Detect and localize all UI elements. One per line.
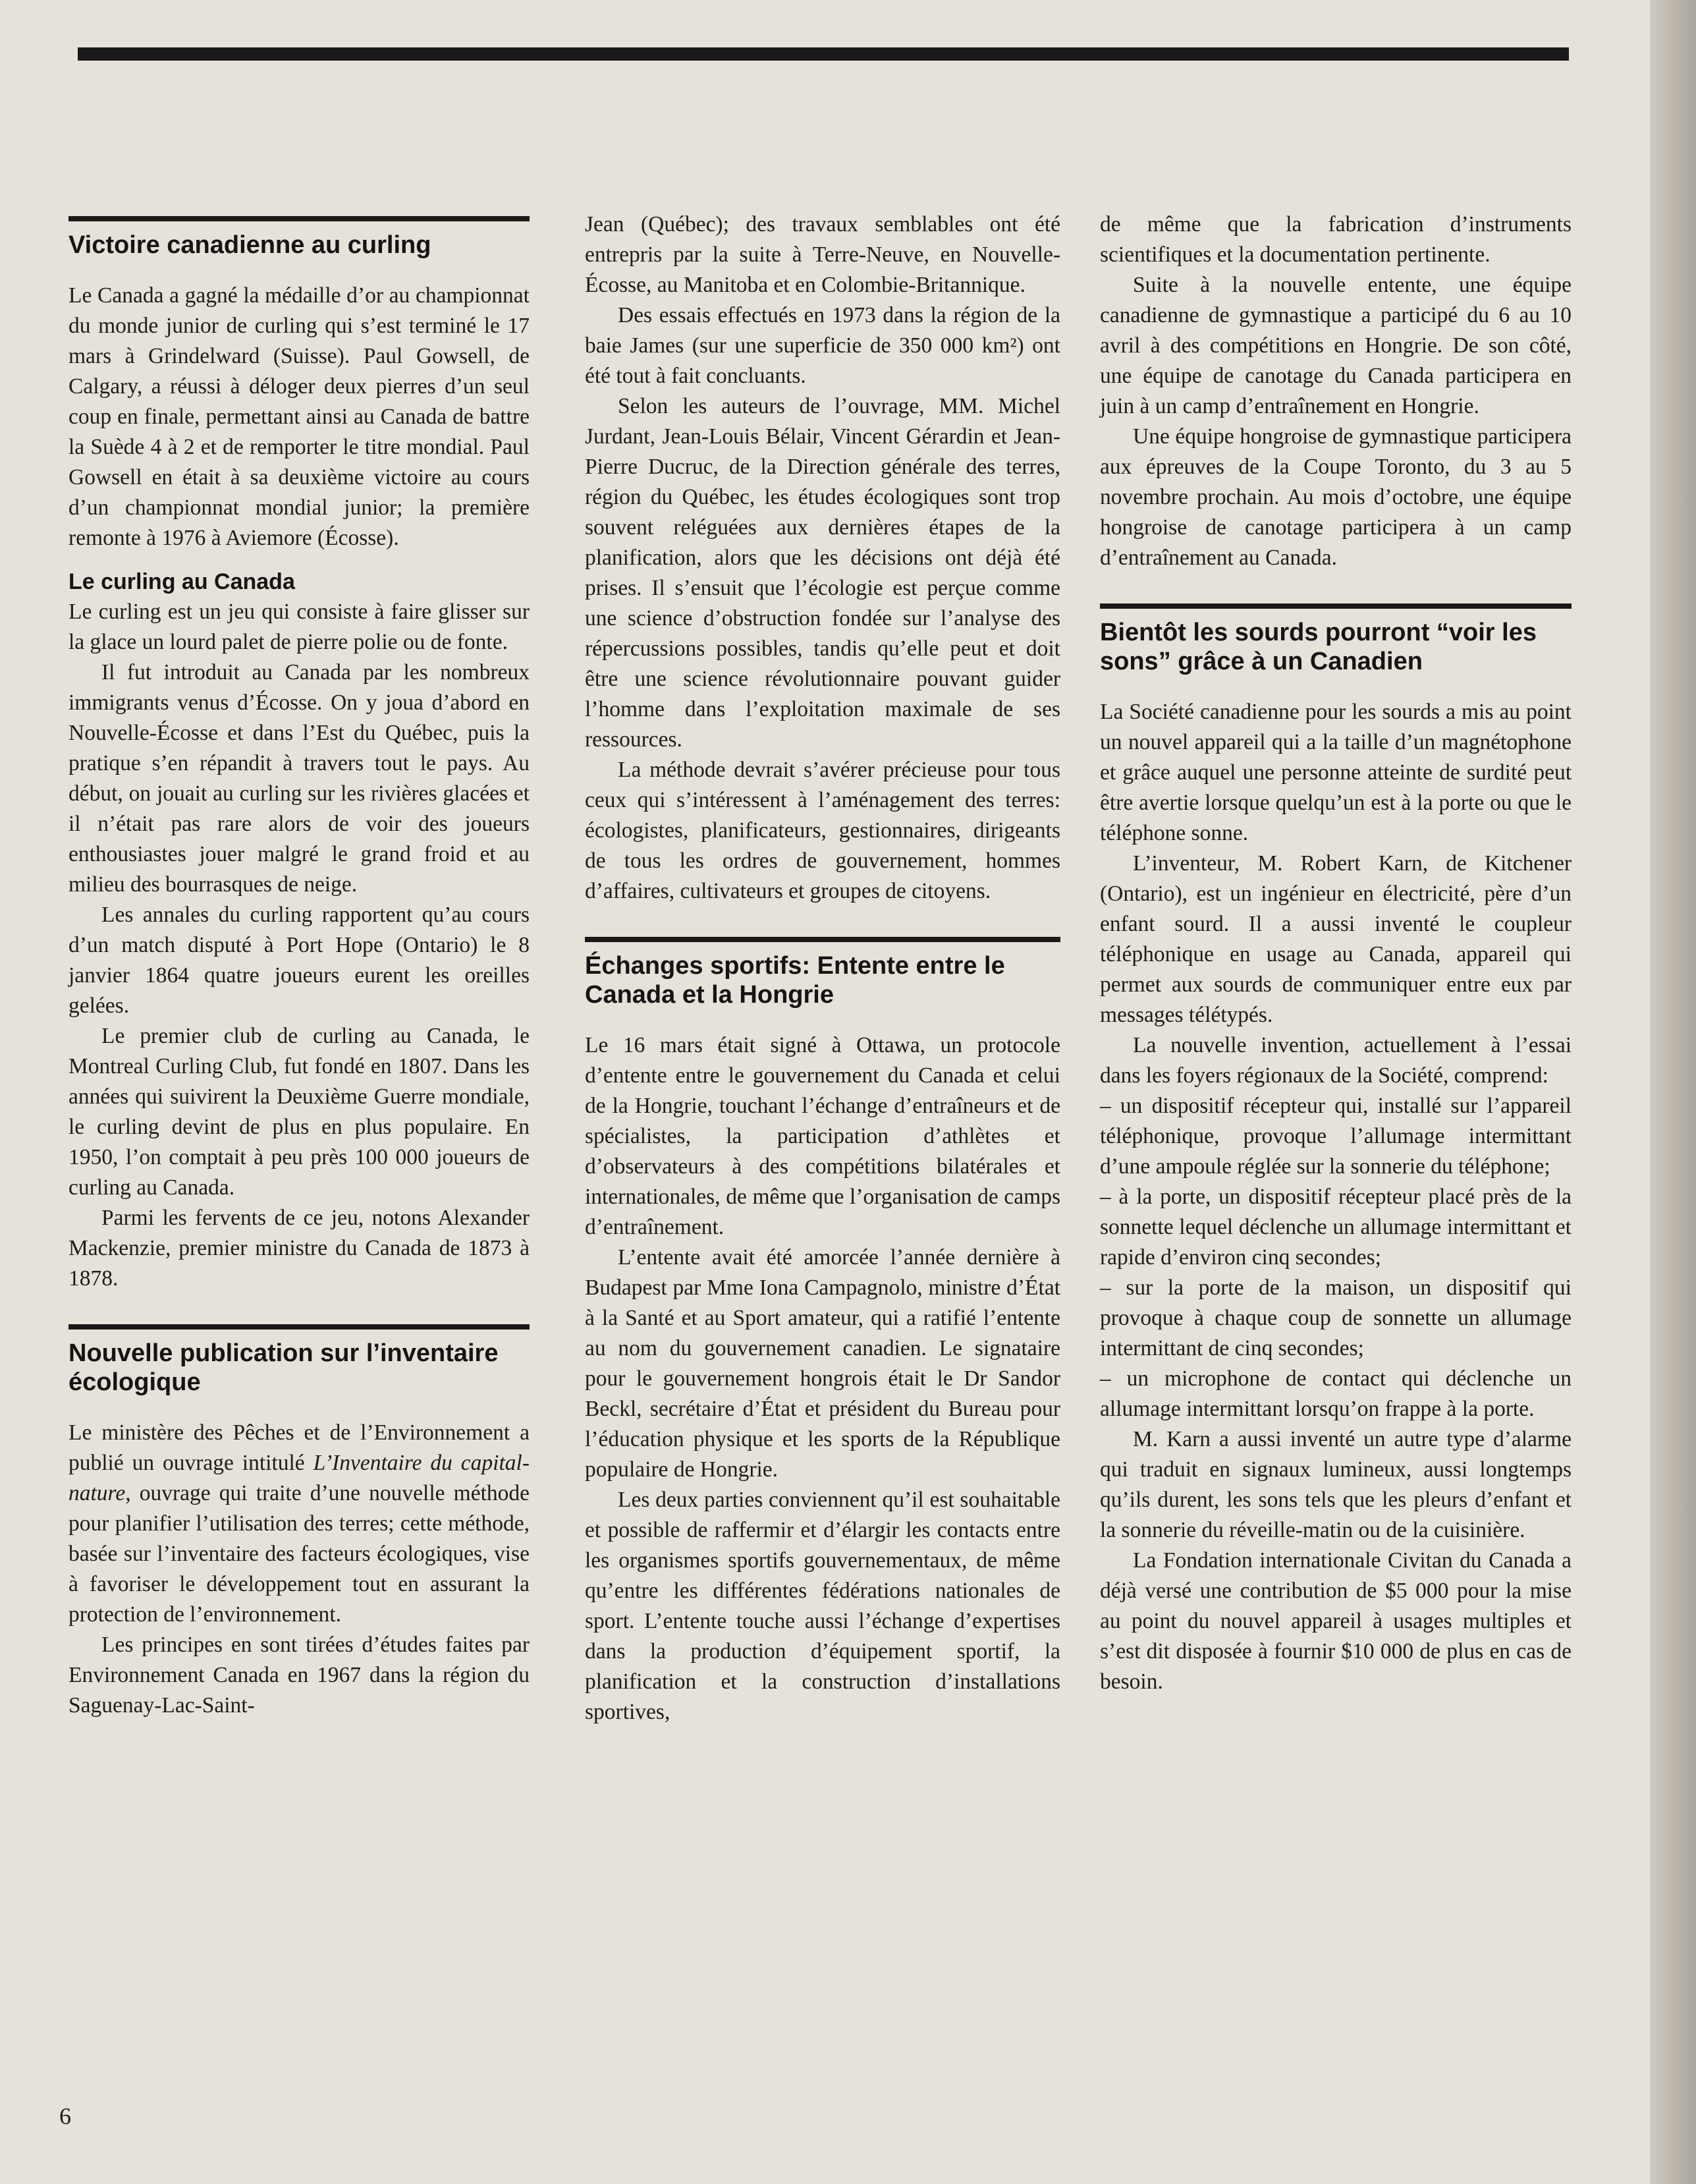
list-item: – sur la porte de la maison, un dispositif qui provoque à chaque coup de sonnette un allumage intermittant de cinq secondes; xyxy=(1100,1275,1572,1360)
paragraph: Suite à la nouvelle entente, une équipe canadienne de gymnastique a participé du 6 au 10 avril à des compétitions en Hongrie. De son côté, une équipe de canotage du Canada participera en juin à un camp d’entraînement en Hongrie. xyxy=(1100,273,1572,418)
paragraph: L’inventeur, M. Robert Karn, de Kitchener (Ontario), est un ingénieur en électricité, père d’un enfant sourd. Il a aussi inventé le coupleur téléphonique en usage au Canada, appareil qui permet aux sourds de communiquer entre eux par messages télétypés. xyxy=(1100,851,1572,1027)
article-title-inventaire: Nouvelle publication sur l’inventaire écologique xyxy=(68,1339,499,1396)
paragraph: Selon les auteurs de l’ouvrage, MM. Michel Jurdant, Jean-Louis Bélair, Vincent Gérardin et Jean-Pierre Ducruc, de la Direction générale des terres, région du Québec, les études écologiques sont trop souvent reléguées aux dernières étapes de la planification, alors que les décisions ont déjà été prises. Il s’ensuit que l’écologie est perçue comme une science d’obstruction fondée sur l’analyse des répercussions possibles, tandis qu’elle peut et doit être une science révolutionnaire pouvant guider l’homme dans l’exploitation maximale de ses ressources. xyxy=(585,394,1060,752)
section-rule xyxy=(68,1324,530,1330)
article-title-sourds: Bientôt les sourds pourront “voir les sons” grâce à un Canadien xyxy=(1100,619,1537,675)
paragraph: Le 16 mars était signé à Ottawa, un protocole d’entente entre le gouvernement du Canada et celui de la Hongrie, touchant l’échange d’entraîneurs et de spécialistes, la participation d’athlètes et d’observateurs à des compétitions bilatérales et internationales, de même que l’organisation de camps d’entraînement. xyxy=(585,1033,1060,1239)
page-number: 6 xyxy=(59,2103,71,2129)
paragraph: de même que la fabrication d’instruments scientifiques et la documentation pertinente. xyxy=(1100,212,1572,267)
text-span: , ouvrage qui traite d’une nouvelle méthode pour planifier l’utilisation des terres; cette méthode, basée sur l’inventaire des facteurs écologiques, vise à favoriser le développement tout en assurant la protection de l’environnement. xyxy=(68,1481,530,1627)
paragraph: La Fondation internationale Civitan du Canada a déjà versé une contribution de $5 000 pour la mise au point du nouvel appareil à usages multiples et s’est dit disposée à fournir $10 000 de plus en cas de besoin. xyxy=(1100,1548,1572,1694)
paragraph: La Société canadienne pour les sourds a mis au point un nouvel appareil qui a la taille d’un magnétophone et grâce auquel une personne atteinte de surdité peut être avertie lorsque quelqu’un est à la porte ou que le téléphone sonne. xyxy=(1100,700,1572,845)
subheading-curling-au-canada: Le curling au Canada xyxy=(68,569,295,594)
page-edge xyxy=(1650,0,1696,2184)
article-title-curling: Victoire canadienne au curling xyxy=(68,231,431,259)
top-rule xyxy=(78,47,1569,61)
section-rule xyxy=(1100,603,1572,609)
paragraph: Le curling est un jeu qui consiste à faire glisser sur la glace un lourd palet de pierre polie ou de fonte. xyxy=(68,600,530,654)
paragraph: Les annales du curling rapportent qu’au cours d’un match disputé à Port Hope (Ontario) le 8 janvier 1864 quatre joueurs eurent les oreilles gelées. xyxy=(68,903,530,1018)
paragraph: Parmi les fervents de ce jeu, notons Alexander Mackenzie, premier ministre du Canada de 1873 à 1878. xyxy=(68,1206,530,1291)
paragraph: Les deux parties conviennent qu’il est souhaitable et possible de raffermir et d’élargir les contacts entre les organismes sportifs gouvernementaux, de même qu’entre les différentes fédérations nationales de sport. L’entente touche aussi l’échange d’expertises dans la production d’équipement sportif, la planification et la construction d’installations sportives, xyxy=(585,1488,1060,1724)
list-item: – un microphone de contact qui déclenche un allumage intermittant lorsqu’on frappe à la porte. xyxy=(1100,1366,1572,1421)
column-2 xyxy=(585,210,1060,1727)
list-item: – un dispositif récepteur qui, installé sur l’appareil téléphonique, provoque l’allumage intermittant d’une ampoule réglée sur la sonnerie du téléphone; xyxy=(1100,1094,1572,1179)
paragraph: La nouvelle invention, actuellement à l’essai dans les foyers régionaux de la Société, comprend: xyxy=(1100,1033,1572,1088)
paragraph: Une équipe hongroise de gymnastique participera aux épreuves de la Coupe Toronto, du 3 au 5 novembre prochain. Au mois d’octobre, une équipe hongroise de canotage participera à un camp d’entraînement au Canada. xyxy=(1100,424,1572,570)
paragraph: Les principes en sont tirées d’études faites par Environnement Canada en 1967 dans la région du Saguenay-Lac-Saint- xyxy=(68,1633,530,1718)
section-rule xyxy=(585,937,1060,942)
article-title-echanges: Échanges sportifs: Entente entre le Canada et la Hongrie xyxy=(585,952,1005,1009)
paragraph: Jean (Québec); des travaux semblables ont été entrepris par la suite à Terre-Neuve, en Nouvelle-Écosse, au Manitoba et en Colombie-Britannique. xyxy=(585,212,1060,297)
paragraph: M. Karn a aussi inventé un autre type d’alarme qui traduit en signaux lumineux, aussi longtemps qu’ils durent, les sons tels que les pleurs d’enfant et la sonnerie du réveille-matin ou de la cuisinière. xyxy=(1100,1427,1572,1542)
book-title: L’Inventaire du capital-nature xyxy=(68,1451,530,1505)
column-3 xyxy=(1100,210,1572,1697)
text-span: Le ministère des Pêches et de l’Environnement a publié un ouvrage intitulé xyxy=(68,1420,530,1475)
section-rule xyxy=(68,216,530,221)
paragraph: La méthode devrait s’avérer précieuse pour tous ceux qui s’intéressent à l’aménagement des terres: écologistes, planificateurs, gestionnaires, dirigeants de tous les ordres de gouvernement, hommes d’affaires, cultivateurs et groupes de citoyens. xyxy=(585,758,1060,903)
paragraph: Des essais effectués en 1973 dans la région de la baie James (sur une superficie de 350 000 km²) ont été tout à fait concluants. xyxy=(585,303,1060,388)
column-1 xyxy=(68,210,530,1721)
paragraph xyxy=(68,1418,530,1630)
list-item: – à la porte, un dispositif récepteur placé près de la sonnette lequel déclenche un allumage intermittant et rapide d’environ cinq secondes; xyxy=(1100,1185,1572,1270)
paragraph: L’entente avait été amorcée l’année dernière à Budapest par Mme Iona Campagnolo, ministre d’État à la Santé et au Sport amateur, qui a ratifié l’entente au nom du gouvernement canadien. Le signataire pour le gouvernement hongrois était le Dr Sandor Beckl, secrétaire d’État et président du Bureau pour l’éducation physique et les sports de la République populaire de Hongrie. xyxy=(585,1245,1060,1482)
paragraph: Il fut introduit au Canada par les nombreux immigrants venus d’Écosse. On y joua d’abord en Nouvelle-Écosse et dans l’Est du Québec, puis la pratique s’en répandit à travers tout le pays. Au début, on jouait au curling sur les rivières glacées et il n’était pas rare alors de voir des joueurs enthousiastes jouer malgré le grand froid et au milieu des bourrasques de neige. xyxy=(68,660,530,897)
paragraph: Le premier club de curling au Canada, le Montreal Curling Club, fut fondé en 1807. Dans les années qui suivirent la Deuxième Guerre mondiale, le curling devint de plus en plus populaire. En 1950, l’on comptait à peu près 100 000 joueurs de curling au Canada. xyxy=(68,1024,530,1200)
paragraph: Le Canada a gagné la médaille d’or au championnat du monde junior de curling qui s’est terminé le 17 mars à Grindelward (Suisse). Paul Gowsell, de Calgary, a réussi à déloger deux pierres d’un seul coup en finale, permettant ainsi au Canada de battre la Suède 4 à 2 et de remporter le titre mondial. Paul Gowsell en était à sa deuxième victoire au cours d’un championnat mondial junior; la première remonte à 1976 à Aviemore (Écosse). xyxy=(68,283,530,550)
